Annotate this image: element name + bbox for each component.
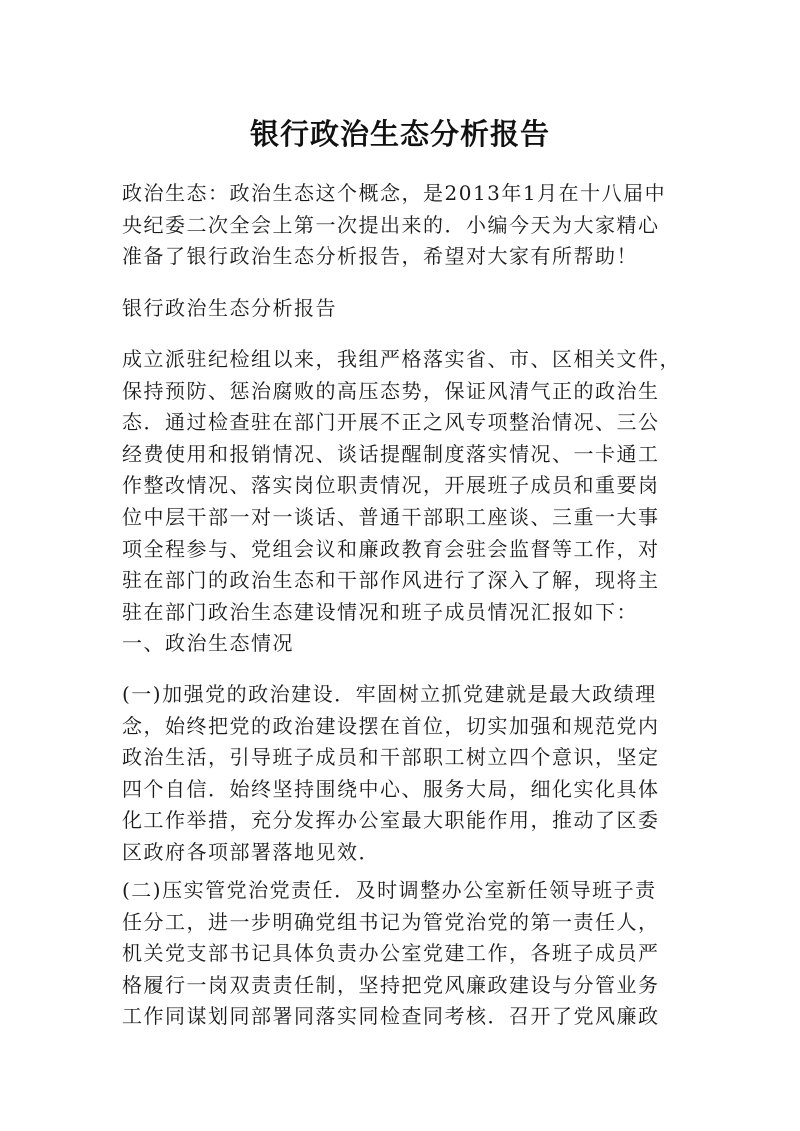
list-item-strengthen-party-building: (一)加强党的政治建设．牢固树立抓党建就是最大政绩理 念，始终把党的政治建设摆在首位，切实加强和规范党内 政治生活，引导班子成员和干部职工树立四个意识，坚定 四个自信．始终坚持围绕中心、服务大局，细化实化具体 化工作举措，充分发挥办公室最大职能作用，推动了区委 区政府各项部署落地见效． <box>122 682 660 864</box>
list-item-party-responsibility: (二)压实管党治党责任．及时调整办公室新任领导班子责 任分工，进一步明确党组书记为管党治党的第一责任人， 机关党支部书记具体负责办公室党建工作，各班子成员严 格履行一岗双责责任制，坚持把党风廉政建设与分管业务 工作同谋划同部署同落实同检查同考核．召开了党风廉政 <box>122 878 660 1029</box>
body-paragraph-1: 成立派驻纪检组以来，我组严格落实省、市、区相关文件， 保持预防、惩治腐败的高压态势，保证风清气正的政治生 态．通过检查驻在部门开展不正之风专项整治情况、三公 经费使用和报销情况、谈话提醒制度落实情况、一卡通工 作整改情况、落实岗位职责情况，开展班子成员和重要岗 位中层干部一对一谈话、普通干部职工座谈、三重一大事 项全程参与、党组会议和廉政教育会驻会监督等工作，对 驻在部门的政治生态和干部作风进行了深入了解，现将主 驻在部门政治生态建设情况和班子成员情况汇报如下： <box>122 347 681 624</box>
report-subtitle: 银行政治生态分析报告 <box>122 296 337 320</box>
section-heading-political-ecology: 一、政治生态情况 <box>122 631 294 655</box>
document-title: 银行政治生态分析报告 <box>249 117 550 151</box>
intro-paragraph: 政治生态：政治生态这个概念，是2013年1月在十八届中 央纪委二次全会上第一次提出来的．小编今天为大家精心 准备了银行政治生态分析报告，希望对大家有所帮助！ <box>122 181 667 269</box>
